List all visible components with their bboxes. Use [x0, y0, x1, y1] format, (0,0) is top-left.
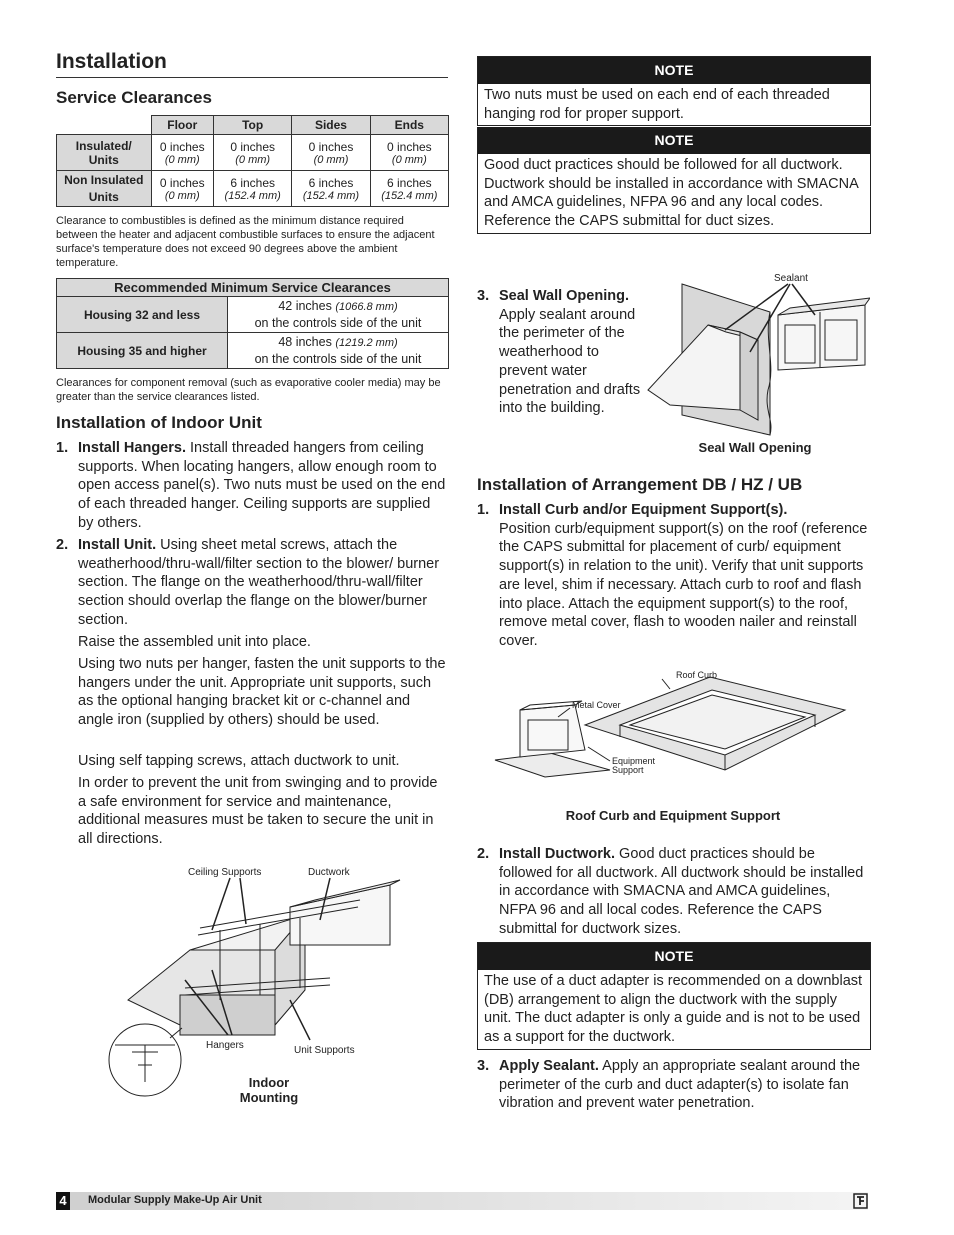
step-number: 1. [477, 502, 490, 518]
note-body: Two nuts must be used on each end of each threaded hanging rod for proper support. [484, 87, 830, 122]
cell-metric: (1219.2 mm) [335, 337, 398, 349]
cell-value: 0 inches [159, 139, 205, 154]
indoor-caption-line-1: Indoor [248, 1075, 290, 1090]
step-body: Position curb/equipment support(s) on the roof (reference the CAPS submittal for placement of curb/ equipment support(s) in relation to the unit). Verify that unit supports are level, shim if necessary. Attach curb to roof and flash into place. Attach the equipment support(s) to the roof, remove metal cover, flash to wooden nailer and reinstall cover. [499, 520, 868, 649]
arrangement-step-2 [477, 845, 869, 940]
cell-value-line [228, 298, 448, 315]
seal-caption: Seal Wall Opening [698, 440, 812, 455]
note-body: The use of a duct adapter is recommended on a downblast (DB) arrangement to align the ductwork with the supply unit. The duct adapter is only a guide and is not to be used as a support for the ductwork. [484, 973, 863, 1046]
cell-metric: (152.4 mm) [381, 189, 438, 202]
arrangement-step-1 [477, 501, 869, 651]
step-number: 3. [477, 288, 490, 304]
step-text [499, 1057, 869, 1113]
indoor-heading: Installation of Indoor Unit [56, 413, 262, 432]
table-cell [370, 171, 448, 207]
sealant-label: Sealant [774, 273, 808, 284]
note-box-2 [477, 127, 871, 234]
table-row [57, 297, 449, 333]
cell-metric: (152.4 mm) [302, 189, 360, 202]
step-number: 1. [56, 440, 69, 456]
hangers-label: Hangers [206, 1040, 244, 1051]
table-cell [292, 171, 370, 207]
step-body: Using sheet metal screws, attach the weatherhood/thru-wall/filter section to the blower/ burner section. The flange on the weatherhood/thru-wall/filter section should overlap the flange on the blower/burner section. [78, 537, 440, 628]
cell-note: on the controls side of the unit [254, 352, 422, 366]
table-corner [57, 116, 152, 135]
equipment-label: Equipment [612, 756, 656, 766]
table-cell [370, 135, 448, 171]
note-header: NOTE [478, 127, 870, 154]
row-label-line: Non Insulated [64, 172, 144, 187]
note-box-1 [477, 56, 871, 126]
arrangement-step-3 [477, 1057, 869, 1117]
cell-metric: (0 mm) [313, 153, 349, 166]
note-header: NOTE [478, 57, 870, 84]
ceiling-supports-label: Ceiling Supports [188, 867, 262, 878]
step-text [78, 536, 448, 630]
cell-value: 6 inches [230, 175, 276, 190]
table-row [57, 171, 449, 207]
table-cell [151, 171, 214, 207]
metal-cover-label: Metal Cover [572, 700, 621, 710]
table-cell [214, 171, 292, 207]
step-bold: Install Hangers. [78, 440, 186, 456]
indoor-para-4: In order to prevent the unit from swinging and to provide a safe environment for service and maintenance, additional measures must be taken to secure the unit in all directions. [78, 775, 438, 848]
row-label-line: Insulated/ [75, 138, 132, 153]
step-text [499, 845, 869, 939]
step-number: 2. [56, 537, 69, 553]
cell-value: 0 inches [308, 139, 354, 154]
step-bold: Install Curb and/or Equipment Support(s). [499, 502, 788, 518]
table-cell [151, 135, 214, 171]
indoor-para-2: Using two nuts per hanger, fasten the unit supports to the hangers under the unit. Appropriate unit supports, such as the optional hanging bracket kit or c-channel and angle iron (supplied by others) should be used. [78, 656, 446, 729]
cell-value: 6 inches [308, 175, 354, 190]
table-cell [228, 297, 449, 333]
arrangement-heading: Installation of Arrangement DB / HZ / UB [477, 475, 803, 494]
step-body: Apply sealant around the perimeter of the weatherhood to prevent water penetration and drafts into the building. [499, 306, 641, 417]
row-label-line: Units [88, 189, 119, 204]
cell-value-line [228, 334, 448, 351]
step-text [78, 439, 448, 533]
cell-metric: (0 mm) [164, 189, 200, 202]
cell-value: 0 inches [159, 175, 205, 190]
title-rule [56, 77, 448, 78]
table-cell [292, 135, 370, 171]
step-number: 2. [477, 846, 490, 862]
cell-metric: (0 mm) [164, 153, 200, 166]
row-label: Housing 32 and less [57, 297, 228, 333]
roof-curb-caption: Roof Curb and Equipment Support [565, 808, 781, 823]
col-header: Ends [370, 116, 448, 135]
row-label: Housing 35 and higher [57, 333, 228, 369]
cell-value: 48 inches [278, 335, 332, 349]
clearance-footnote: Clearance to combustibles is defined as the minimum distance required between the heater and adjacent combustible surfaces to ensure the adjacent surface's temperature does not exceed 90 degrees above the ambient temperature. [56, 215, 435, 269]
page-footer [56, 1192, 868, 1210]
roof-curb-label: Roof Curb [676, 670, 718, 680]
step-bold: Apply Sealant. [499, 1058, 599, 1074]
table-cell [228, 333, 449, 369]
step-body: Install threaded hangers from ceiling supports. When locating hangers, allow enough room to open access panel(s). Two nuts must be used on the end of each threaded hanger. Ceiling supports are supplied by others. [78, 440, 446, 531]
step-bold: Install Ductwork. [499, 846, 616, 862]
step-text [499, 501, 869, 651]
row-label [57, 171, 152, 207]
page-title: Installation [56, 50, 167, 73]
cell-value: 0 inches [386, 139, 432, 154]
indoor-mounting-diagram [100, 860, 420, 1110]
footer-title: Modular Supply Make-Up Air Unit [88, 1194, 262, 1206]
seal-wall-diagram [640, 270, 870, 440]
cell-value: 0 inches [230, 139, 276, 154]
cell-value: 42 inches [278, 299, 332, 313]
table-row [57, 135, 449, 171]
seal-step-3 [477, 287, 652, 437]
note-body: Good duct practices should be followed for all ductwork. Ductwork should be installed in accordance with SMACNA and AMCA guidelines, NFPA 96 and any local codes. Reference the CAPS submittal for duct sizes. [484, 157, 858, 230]
table-row [57, 333, 449, 369]
step-bold: Seal Wall Opening. [499, 288, 629, 304]
cell-metric: (0 mm) [391, 153, 427, 166]
brand-logo-icon [853, 1193, 868, 1209]
roof-curb-diagram [490, 665, 870, 800]
step-body: Good duct practices should be followed for all ductwork. All ductwork should be installed in accordance with SMACNA and AMCA guidelines, NFPA 96 and all local codes. Reference the CAPS submittal for ductwork sizes. [499, 846, 864, 937]
cell-value: 6 inches [386, 175, 432, 190]
support-label: Support [612, 765, 644, 775]
page-number: 4 [56, 1192, 70, 1210]
step-bold: Install Unit. [78, 537, 157, 553]
row-label-line: Units [88, 152, 119, 167]
step-text [499, 287, 651, 418]
cell-metric: (152.4 mm) [224, 189, 281, 202]
ductwork-label: Ductwork [308, 867, 350, 878]
unit-supports-label: Unit Supports [294, 1045, 355, 1056]
cell-metric: (0 mm) [235, 153, 271, 166]
indoor-step-2 [56, 536, 448, 631]
note-box-3 [477, 942, 871, 1050]
step-body: Apply an appropriate sealant around the perimeter of the curb and duct adapter(s) to isolate fan vibration and prevent water penetration. [499, 1058, 861, 1112]
cell-note: on the controls side of the unit [254, 316, 422, 330]
service-clearances-table [56, 115, 449, 207]
service-clearances-heading: Service Clearances [56, 88, 212, 107]
col-header: Floor [151, 116, 214, 135]
table-cell [214, 135, 292, 171]
step-number: 3. [477, 1058, 490, 1074]
indoor-step-1 [56, 439, 448, 534]
removal-footnote: Clearances for component removal (such as evaporative cooler media) may be greater than the service clearances listed. [56, 377, 441, 403]
min-clearances-header: Recommended Minimum Service Clearances [57, 279, 449, 297]
col-header: Sides [292, 116, 370, 135]
col-header: Top [214, 116, 292, 135]
min-clearances-table [56, 278, 449, 369]
cell-metric: (1066.8 mm) [335, 301, 398, 313]
indoor-para-3: Using self tapping screws, attach ductwork to unit. [78, 753, 400, 769]
note-header: NOTE [478, 943, 870, 970]
indoor-para-1: Raise the assembled unit into place. [78, 634, 311, 650]
row-label [57, 135, 152, 171]
indoor-caption-line-2: Mounting [239, 1090, 299, 1105]
